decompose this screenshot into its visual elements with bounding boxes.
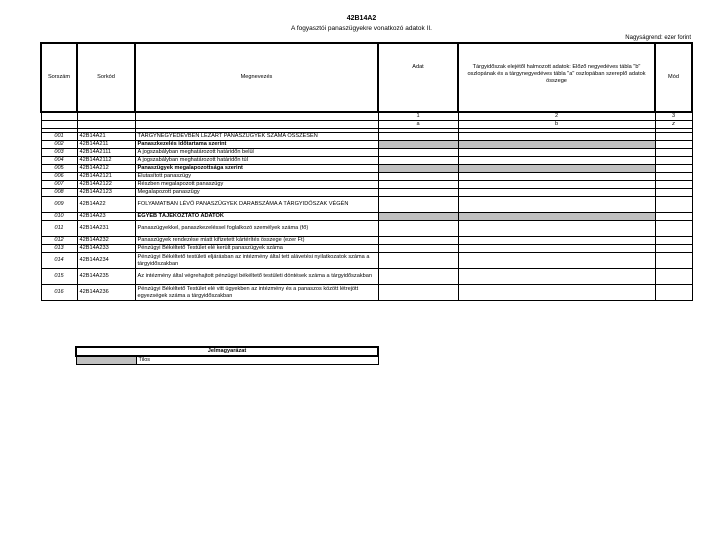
report-code: 42B14A2 bbox=[346, 15, 377, 22]
cell-adat[interactable] bbox=[378, 133, 458, 141]
unit-label: Nagyságrend: ezer forint bbox=[625, 35, 691, 41]
row-label: Részben megalapozott panaszügy bbox=[135, 181, 378, 189]
row-code: 42B14A211 bbox=[77, 141, 135, 149]
row-code: 42B14A21 bbox=[77, 133, 135, 141]
cell-adat[interactable] bbox=[378, 157, 458, 165]
table-row bbox=[41, 197, 692, 213]
row-label: A jogszabályban meghatározott határidőn túl bbox=[135, 157, 378, 165]
cell-mod[interactable] bbox=[655, 245, 692, 253]
table-row bbox=[41, 181, 692, 189]
row-number: 005 bbox=[41, 165, 77, 173]
row-number: 009 bbox=[41, 197, 77, 213]
data-table bbox=[40, 42, 693, 301]
cell-halmozott[interactable] bbox=[458, 189, 655, 197]
cell-adat[interactable] bbox=[378, 237, 458, 245]
row-label: Elutasított panaszügy bbox=[135, 173, 378, 181]
table-row bbox=[41, 141, 692, 149]
row-number: 006 bbox=[41, 173, 77, 181]
cell-halmozott[interactable] bbox=[458, 237, 655, 245]
cell-mod[interactable] bbox=[655, 173, 692, 181]
row-number: 015 bbox=[41, 269, 77, 285]
col-header-mod: Mód bbox=[655, 43, 692, 112]
row-label: A jogszabályban meghatározott határidőn belül bbox=[135, 149, 378, 157]
row-code: 42B14A212 bbox=[77, 165, 135, 173]
cell-halmozott[interactable] bbox=[458, 253, 655, 269]
cell-adat[interactable] bbox=[378, 245, 458, 253]
cell-halmozott[interactable] bbox=[458, 173, 655, 181]
row-number: 016 bbox=[41, 285, 77, 301]
table-row bbox=[41, 269, 692, 285]
row-label: TÁRGYNEGYEDÉVBEN LEZÁRT PANASZÜGYEK SZÁMA ÖSSZESEN bbox=[135, 133, 378, 141]
cell-adat bbox=[378, 213, 458, 221]
col-number-1: 1 bbox=[378, 112, 458, 121]
cell-halmozott bbox=[458, 165, 655, 173]
table-row bbox=[41, 213, 692, 221]
row-label: Panaszkezelés időtartama szerint bbox=[135, 141, 378, 149]
row-code: 42B14A2121 bbox=[77, 173, 135, 181]
row-code: 42B14A232 bbox=[77, 237, 135, 245]
col-header-megnevezes: Megnevezés bbox=[135, 43, 378, 112]
col-header-adat: Adat bbox=[378, 43, 458, 112]
row-code: 42B14A236 bbox=[77, 285, 135, 301]
col-header-sorszam: Sorszám bbox=[41, 43, 77, 112]
cell-mod[interactable] bbox=[655, 165, 692, 173]
col-header-targyidoszak: Tárgyidőszak elejétől halmozott adatok: Előző negyedéves tábla "b" oszlopának és a tárgynegyedéves tábla "a" oszlopában szereplő adatok összege bbox=[458, 43, 655, 112]
legend-table bbox=[75, 346, 379, 365]
row-code: 42B14A2111 bbox=[77, 149, 135, 157]
row-number: 010 bbox=[41, 213, 77, 221]
cell-adat[interactable] bbox=[378, 285, 458, 301]
table-row bbox=[41, 285, 692, 301]
row-label: Pénzügyi Békéltető Testület elé vitt ügyekben az intézmény és a panaszos között létrejött egyezségek száma a tárgyidőszakban bbox=[135, 285, 378, 301]
cell-halmozott bbox=[458, 213, 655, 221]
cell-mod[interactable] bbox=[655, 189, 692, 197]
table-row bbox=[41, 245, 692, 253]
cell-halmozott[interactable] bbox=[458, 221, 655, 237]
row-number: 011 bbox=[41, 221, 77, 237]
cell-mod[interactable] bbox=[655, 213, 692, 221]
row-number: 003 bbox=[41, 149, 77, 157]
table-row bbox=[41, 157, 692, 165]
row-code: 42B14A235 bbox=[77, 269, 135, 285]
row-code: 42B14A2123 bbox=[77, 189, 135, 197]
row-label: EGYÉB TÁJÉKOZTATÓ ADATOK bbox=[135, 213, 378, 221]
row-code: 42B14A22 bbox=[77, 197, 135, 213]
row-number: 014 bbox=[41, 253, 77, 269]
col-letter-b: b bbox=[458, 121, 655, 129]
row-number: 012 bbox=[41, 237, 77, 245]
cell-halmozott bbox=[458, 141, 655, 149]
cell-mod[interactable] bbox=[655, 221, 692, 237]
col-number-3: 3 bbox=[655, 112, 692, 121]
cell-adat[interactable] bbox=[378, 181, 458, 189]
table-row bbox=[41, 253, 692, 269]
cell-halmozott[interactable] bbox=[458, 285, 655, 301]
row-code: 42B14A2122 bbox=[77, 181, 135, 189]
cell-adat bbox=[378, 141, 458, 149]
col-header-sorkod: Sorkód bbox=[77, 43, 135, 112]
legend-item-label: Tilos bbox=[136, 356, 378, 365]
row-label: Megalapozott panaszügy bbox=[135, 189, 378, 197]
table-row bbox=[41, 189, 692, 197]
row-label: Pénzügyi Békéltető Testület elé került panaszügyek száma bbox=[135, 245, 378, 253]
row-label: FOLYAMATBAN LÉVŐ PANASZÜGYEK DARABSZÁMA A TÁRGYIDŐSZAK VÉGÉN bbox=[135, 197, 378, 213]
row-number: 008 bbox=[41, 189, 77, 197]
cell-adat[interactable] bbox=[378, 189, 458, 197]
cell-halmozott[interactable] bbox=[458, 269, 655, 285]
table-row bbox=[41, 221, 692, 237]
cell-halmozott[interactable] bbox=[458, 245, 655, 253]
col-letter-z: z bbox=[655, 121, 692, 129]
row-code: 42B14A231 bbox=[77, 221, 135, 237]
cell-mod[interactable] bbox=[655, 149, 692, 157]
cell-adat[interactable] bbox=[378, 253, 458, 269]
cell-adat[interactable] bbox=[378, 149, 458, 157]
row-number: 001 bbox=[41, 133, 77, 141]
report-title: A fogyasztói panaszügyekre vonatkozó adatok II. bbox=[291, 25, 432, 32]
cell-halmozott[interactable] bbox=[458, 149, 655, 157]
cell-mod[interactable] bbox=[655, 181, 692, 189]
legend-swatch bbox=[76, 356, 136, 365]
cell-mod[interactable] bbox=[655, 157, 692, 165]
cell-mod[interactable] bbox=[655, 141, 692, 149]
table-row bbox=[41, 173, 692, 181]
row-label: Az intézmény által végrehajtott pénzügyi békéltető testületi döntések száma a tárgyidőszakban bbox=[135, 269, 378, 285]
row-number: 002 bbox=[41, 141, 77, 149]
table-row bbox=[41, 149, 692, 157]
cell-mod[interactable] bbox=[655, 285, 692, 301]
row-label: Pénzügyi Békéltető testületi eljárásban az intézmény által tett alávetési nyilatkozatok száma a tárgyidőszakban bbox=[135, 253, 378, 269]
table-row bbox=[41, 133, 692, 141]
cell-mod[interactable] bbox=[655, 269, 692, 285]
row-number: 007 bbox=[41, 181, 77, 189]
row-code: 42B14A2112 bbox=[77, 157, 135, 165]
cell-halmozott[interactable] bbox=[458, 197, 655, 213]
cell-mod[interactable] bbox=[655, 253, 692, 269]
table-row bbox=[41, 237, 692, 245]
cell-halmozott[interactable] bbox=[458, 157, 655, 165]
cell-adat[interactable] bbox=[378, 173, 458, 181]
col-letter-a: a bbox=[378, 121, 458, 129]
row-code: 42B14A233 bbox=[77, 245, 135, 253]
cell-mod[interactable] bbox=[655, 133, 692, 141]
legend-title: Jelmagyarázat bbox=[76, 347, 378, 356]
cell-mod[interactable] bbox=[655, 237, 692, 245]
cell-adat[interactable] bbox=[378, 221, 458, 237]
cell-adat[interactable] bbox=[378, 197, 458, 213]
row-label: Panaszügyekkel, panaszkezeléssel foglalkozó személyek száma (fő) bbox=[135, 221, 378, 237]
table-row bbox=[41, 165, 692, 173]
row-number: 013 bbox=[41, 245, 77, 253]
row-label: Panaszügyek megalapozottsága szerint bbox=[135, 165, 378, 173]
cell-adat bbox=[378, 165, 458, 173]
row-code: 42B14A23 bbox=[77, 213, 135, 221]
cell-halmozott[interactable] bbox=[458, 181, 655, 189]
row-number: 004 bbox=[41, 157, 77, 165]
cell-mod[interactable] bbox=[655, 197, 692, 213]
col-number-2: 2 bbox=[458, 112, 655, 121]
cell-halmozott[interactable] bbox=[458, 133, 655, 141]
row-code: 42B14A234 bbox=[77, 253, 135, 269]
cell-adat[interactable] bbox=[378, 269, 458, 285]
row-label: Panaszügyek rendezése miatt kifizetett kártérítés összege (ezer Ft) bbox=[135, 237, 378, 245]
